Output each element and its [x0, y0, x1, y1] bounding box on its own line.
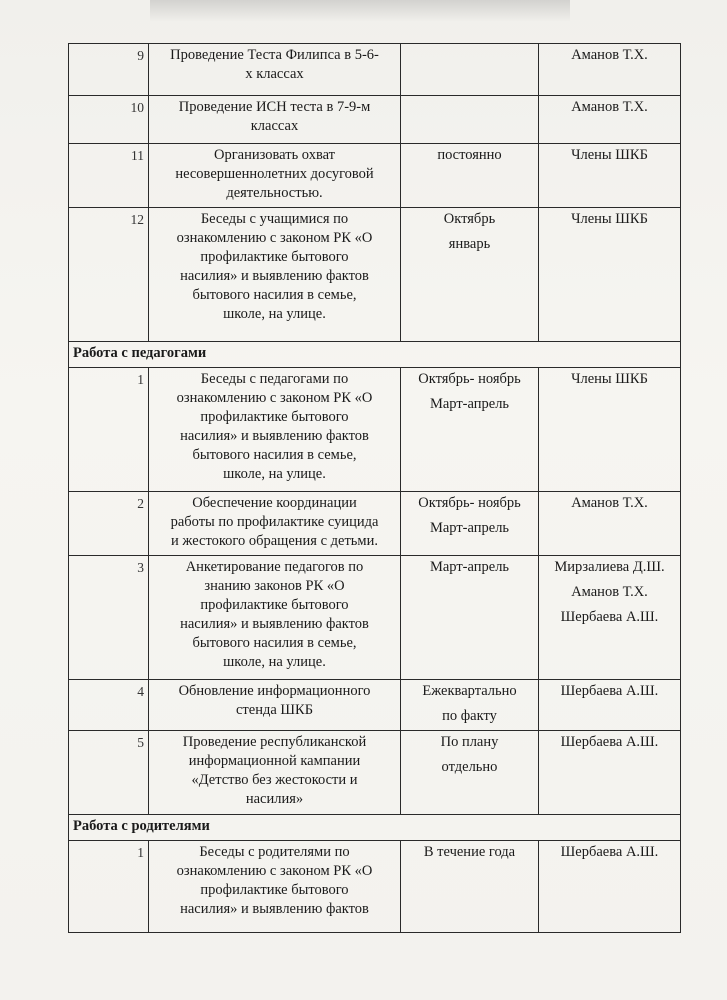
responsible	[539, 144, 681, 208]
table-row	[69, 731, 681, 815]
row-number: 1	[69, 841, 149, 933]
event-description	[149, 144, 401, 208]
row-number: 1	[69, 368, 149, 492]
event-term	[401, 44, 539, 96]
table-row	[69, 144, 681, 208]
event-term	[401, 96, 539, 144]
responsible-name: Шербаева А.Ш.	[560, 609, 659, 625]
responsible	[539, 492, 681, 556]
term-line: отдельно	[441, 759, 498, 775]
responsible-name: Мирзалиева Д.Ш.	[554, 559, 665, 575]
section-teachers	[69, 342, 681, 368]
event-description	[149, 731, 401, 815]
event-term	[401, 680, 539, 731]
description-line: Обновление информационного	[178, 683, 371, 699]
description-line: школе, на улице.	[223, 466, 326, 482]
event-description	[149, 44, 401, 96]
responsible-name: Аманов Т.Х.	[571, 47, 648, 63]
responsible-name: Члены ШКБ	[571, 211, 648, 227]
description-line: насилия»	[245, 791, 304, 807]
description-line: стенда ШКБ	[235, 702, 314, 718]
term-line: Октябрь- ноябрь	[418, 495, 521, 511]
description-line: Проведение ИСН теста в 7-9-м	[178, 99, 371, 115]
description-line: Проведение республиканской	[182, 734, 367, 750]
plan-table-body	[69, 44, 681, 933]
event-term	[401, 731, 539, 815]
event-description	[149, 680, 401, 731]
event-description	[149, 556, 401, 680]
term-line: Октябрь	[443, 211, 496, 227]
row-number: 3	[69, 556, 149, 680]
responsible	[539, 841, 681, 933]
event-term	[401, 208, 539, 342]
description-line: профилактике бытового	[200, 409, 349, 425]
event-term	[401, 368, 539, 492]
description-line: профилактике бытового	[200, 249, 349, 265]
responsible-name: Аманов Т.Х.	[571, 495, 648, 511]
responsible	[539, 44, 681, 96]
description-line: насилия» и выявлению фактов	[180, 268, 369, 284]
term-line: Ежеквартально	[422, 683, 517, 699]
event-term	[401, 841, 539, 933]
responsible-name: Члены ШКБ	[571, 371, 648, 387]
row-number: 10	[69, 96, 149, 144]
table-row	[69, 680, 681, 731]
description-line: Беседы с родителями по	[199, 844, 350, 860]
table-row	[69, 208, 681, 342]
section-title: Работа с родителями	[69, 815, 681, 841]
description-line: Организовать охват	[214, 147, 335, 163]
row-number: 11	[69, 144, 149, 208]
row-number: 2	[69, 492, 149, 556]
row-number: 4	[69, 680, 149, 731]
term-line: В течение года	[423, 844, 516, 860]
description-line: Анкетирование педагогов по	[185, 559, 364, 575]
description-line: профилактике бытового	[200, 882, 349, 898]
description-line: Беседы с учащимися по	[200, 211, 349, 227]
description-line: Обеспечение координации	[192, 495, 357, 511]
description-line: х классах	[245, 66, 304, 82]
table-row	[69, 96, 681, 144]
description-line: ознакомлению с законом РК «О	[176, 390, 373, 406]
row-number: 12	[69, 208, 149, 342]
responsible	[539, 731, 681, 815]
term-line: постоянно	[437, 147, 502, 163]
description-line: школе, на улице.	[223, 306, 326, 322]
table-row	[69, 492, 681, 556]
term-line: Март-апрель	[429, 559, 510, 575]
plan-table	[68, 43, 681, 933]
event-term	[401, 144, 539, 208]
event-description	[149, 492, 401, 556]
scan-smudge	[150, 0, 570, 22]
description-line: бытового насилия в семье,	[192, 447, 357, 463]
event-description	[149, 96, 401, 144]
event-term	[401, 556, 539, 680]
responsible	[539, 680, 681, 731]
event-description	[149, 208, 401, 342]
term-line: по факту	[442, 708, 497, 724]
table-row	[69, 841, 681, 933]
term-line: Март-апрель	[429, 520, 510, 536]
description-line: профилактике бытового	[200, 597, 349, 613]
table-row	[69, 556, 681, 680]
term-line: По плану	[440, 734, 499, 750]
description-line: знанию законов РК «О	[204, 578, 345, 594]
term-line: Октябрь- ноябрь	[418, 371, 521, 387]
description-line: бытового насилия в семье,	[192, 287, 357, 303]
row-number: 5	[69, 731, 149, 815]
description-line: информационной кампании	[188, 753, 361, 769]
description-line: ознакомлению с законом РК «О	[176, 230, 373, 246]
event-description	[149, 841, 401, 933]
description-line: «Детство без жестокости и	[191, 772, 358, 788]
table-row	[69, 44, 681, 96]
responsible-name: Аманов Т.Х.	[571, 584, 648, 600]
responsible	[539, 368, 681, 492]
row-number: 9	[69, 44, 149, 96]
description-line: деятельностью.	[226, 185, 323, 201]
table-row	[69, 368, 681, 492]
section-title: Работа с педагогами	[69, 342, 681, 368]
responsible-name: Шербаева А.Ш.	[560, 683, 659, 699]
event-description	[149, 368, 401, 492]
description-line: бытового насилия в семье,	[192, 635, 357, 651]
responsible-name: Члены ШКБ	[571, 147, 648, 163]
responsible	[539, 96, 681, 144]
description-line: насилия» и выявлению фактов	[180, 428, 369, 444]
description-line: Беседы с педагогами по	[200, 371, 349, 387]
description-line: насилия» и выявлению фактов	[180, 901, 369, 917]
description-line: работы по профилактике суицида	[170, 514, 379, 530]
description-line: Проведение Теста Филипса в 5-6-	[170, 47, 379, 63]
responsible-name: Аманов Т.Х.	[571, 99, 648, 115]
responsible	[539, 208, 681, 342]
description-line: и жестокого обращения с детьми.	[171, 533, 378, 549]
description-line: классах	[250, 118, 299, 134]
description-line: насилия» и выявлению фактов	[180, 616, 369, 632]
description-line: ознакомлению с законом РК «О	[176, 863, 373, 879]
description-line: школе, на улице.	[223, 654, 326, 670]
term-line: январь	[448, 236, 491, 252]
responsible-name: Шербаева А.Ш.	[560, 734, 659, 750]
event-term	[401, 492, 539, 556]
description-line: несовершеннолетних досуговой	[175, 166, 374, 182]
section-parents	[69, 815, 681, 841]
term-line: Март-апрель	[429, 396, 510, 412]
responsible	[539, 556, 681, 680]
responsible-name: Шербаева А.Ш.	[560, 844, 659, 860]
